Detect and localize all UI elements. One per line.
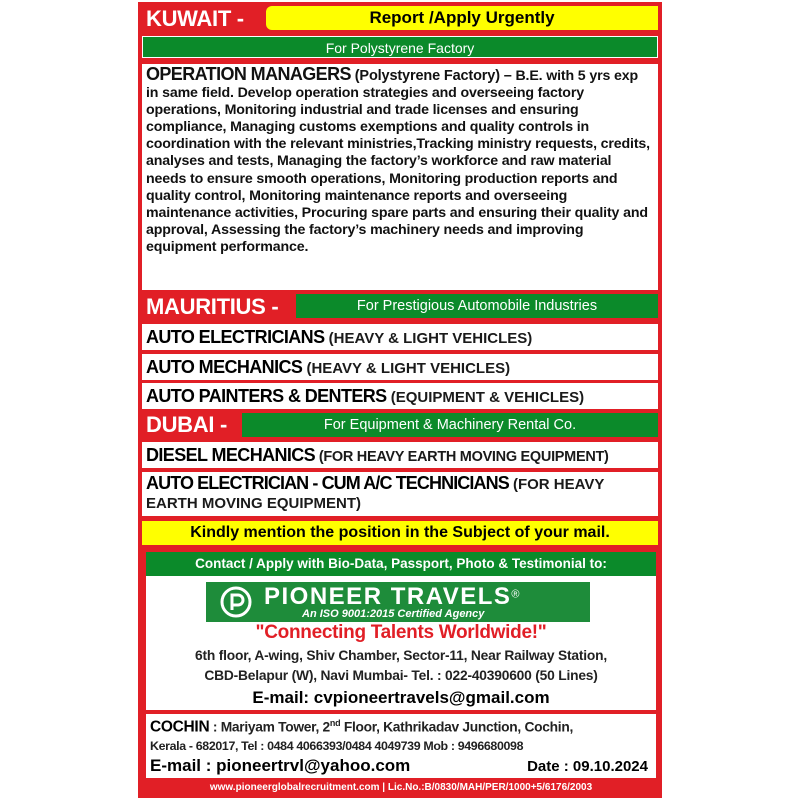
job-title-operation-managers: OPERATION MANAGERS bbox=[146, 64, 351, 84]
dubai-sector-banner: For Equipment & Machinery Rental Co. bbox=[242, 413, 658, 437]
mauritius-job-1 bbox=[142, 324, 658, 350]
cochin-line-1 bbox=[150, 714, 652, 737]
company-name-wrap bbox=[264, 583, 520, 611]
footer-website-link[interactable]: www.pioneerglobalrecruitment.com bbox=[209, 782, 380, 793]
job-qualifier: (Polystyrene Factory) – bbox=[350, 68, 512, 84]
advert-date: Date : 09.10.2024 bbox=[527, 757, 648, 775]
dubai-job-2 bbox=[142, 472, 658, 516]
kuwait-job-box bbox=[142, 64, 658, 290]
cochin-label: COCHIN bbox=[150, 718, 210, 736]
job-title: DIESEL MECHANICS bbox=[146, 445, 316, 465]
registered-mark: ® bbox=[511, 588, 520, 601]
dubai-job-1 bbox=[142, 442, 658, 468]
job-detail: (HEAVY & LIGHT VEHICLES) bbox=[302, 360, 511, 377]
footer-bar bbox=[146, 780, 656, 796]
job-detail: (FOR HEAVY EARTH MOVING EQUIPMENT) bbox=[146, 476, 605, 512]
pioneer-p-logo-icon bbox=[220, 586, 252, 618]
cochin-address-b: Floor, Kathrikadav Junction, Cochin, bbox=[340, 719, 573, 735]
contact-header: Contact / Apply with Bio-Data, Passport, Photo & Testimonial to: bbox=[146, 552, 656, 576]
job-detail: (EQUIPMENT & VEHICLES) bbox=[386, 389, 585, 406]
urgent-banner: Report /Apply Urgently bbox=[266, 6, 658, 30]
company-logo-bar bbox=[206, 582, 590, 622]
footer-license: Lic.No.:B/0830/MAH/PER/1000+5/6176/2003 bbox=[387, 782, 593, 793]
address-line-1: 6th floor, A-wing, Shiv Chamber, Sector-11, Near Railway Station, bbox=[195, 648, 607, 663]
kuwait-sector-banner: For Polystyrene Factory bbox=[142, 36, 658, 58]
certification-text: An ISO 9001:2015 Certified Agency bbox=[302, 608, 485, 620]
mauritius-sector-banner: For Prestigious Automobile Industries bbox=[296, 294, 658, 318]
cochin-box bbox=[146, 714, 656, 778]
cochin-address-a: : Mariyam Tower, 2 bbox=[209, 719, 330, 735]
country-kuwait: KUWAIT - bbox=[146, 6, 244, 31]
mauritius-job-2 bbox=[142, 354, 658, 380]
job-title: AUTO ELECTRICIANS bbox=[146, 327, 325, 347]
cochin-line-2: Kerala - 682017, Tel : 0484 4066393/0484 4049739 Mob : 9496680098 bbox=[150, 738, 524, 753]
country-mauritius: MAURITIUS - bbox=[146, 294, 279, 319]
job-title: AUTO ELECTRICIAN - CUM A/C TECHNICIANS bbox=[146, 473, 509, 493]
floor-sup: nd bbox=[329, 718, 341, 728]
footer-separator: | bbox=[379, 782, 388, 793]
address-line-2: CBD-Belapur (W), Navi Mumbai- Tel. : 022-40390600 (50 Lines) bbox=[204, 668, 598, 683]
job-title: AUTO MECHANICS bbox=[146, 357, 303, 377]
tagline: "Connecting Talents Worldwide!" bbox=[255, 622, 547, 643]
cochin-line-3 bbox=[150, 756, 652, 778]
company-name: PIONEER TRAVELS bbox=[264, 583, 512, 610]
job-title: AUTO PAINTERS & DENTERS bbox=[146, 386, 387, 406]
mauritius-job-3 bbox=[142, 383, 658, 409]
job-detail: (HEAVY & LIGHT VEHICLES) bbox=[324, 330, 533, 347]
cochin-email[interactable]: E-mail : pioneertrvl@yahoo.com bbox=[150, 755, 411, 775]
country-dubai: DUBAI - bbox=[146, 412, 228, 437]
subject-notice: Kindly mention the position in the Subject of your mail. bbox=[142, 521, 658, 545]
contact-email[interactable]: E-mail: cvpioneertravels@gmail.com bbox=[252, 688, 550, 707]
job-description: B.E. with 5 yrs exp in same field. Develop operation strategies and overseeing factory operations, Monitoring industrial and trade licenses and ensuring compliance, Managing customs exemptions and quality controls in coordination with the relevant ministries,Tracking ministry requests, credits, analyses and tests, Managing the factory’s workforce and raw material needs to ensure smooth operations, Monitoring production reports and quality control, Monitoring maintenance reports and overseeing maintenance activities, Procuring spare parts and ensuring their quality and approval, Assessing the factory’s machinery needs and improving equipment performance. bbox=[146, 68, 650, 255]
kuwait-job-text bbox=[146, 66, 654, 256]
job-detail: (FOR HEAVY EARTH MOVING EQUIPMENT) bbox=[315, 449, 609, 465]
